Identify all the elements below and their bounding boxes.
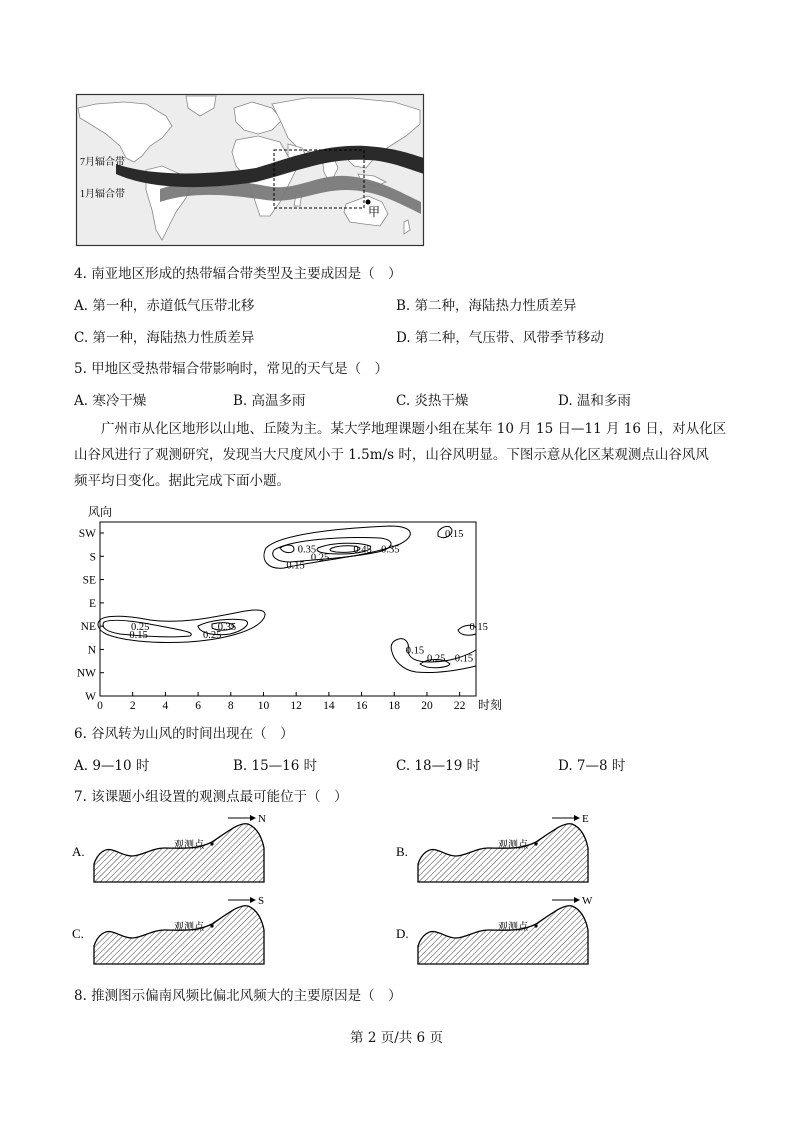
q7-a-point-label: 观测点: [174, 840, 204, 851]
x-tick-label: 20: [421, 700, 433, 712]
contour-value-label: 0.15: [444, 529, 464, 540]
contour-value-label: 0.25: [426, 653, 446, 665]
y-tick-label: NE: [80, 621, 96, 634]
q7-a-direction: N: [258, 813, 266, 825]
q7-c-point-label: 观测点: [174, 922, 204, 933]
wind-frequency-chart: [70, 502, 503, 716]
q7-c-direction: S: [258, 895, 265, 907]
world-map: [76, 94, 424, 246]
y-tick-label: SE: [82, 574, 96, 587]
q4-option-b[interactable]: B. 第二种，海陆热力性质差异: [396, 298, 577, 314]
contour-value-label: 0.25: [310, 552, 330, 564]
q7-profile-b: [396, 808, 606, 886]
q4-stem: 4. 南亚地区形成的热带辐合带类型及主要成因是（ ）: [74, 266, 402, 282]
q5-stem: 5. 甲地区受热带辐合带影响时，常见的天气是（ ）: [74, 361, 389, 377]
july-itcz-label: 7月辐合带: [80, 157, 125, 168]
x-tick-label: 10: [257, 700, 270, 712]
q6-option-a[interactable]: A. 9—10 时: [74, 758, 150, 774]
x-axis-title: 时刻: [478, 698, 503, 712]
q7-option-d[interactable]: [396, 890, 606, 968]
contour-025-south: [273, 538, 391, 563]
x-tick-label: 0: [97, 700, 103, 712]
q6-option-d[interactable]: D. 7—8 时: [558, 758, 626, 774]
world-map-figure: [76, 94, 424, 246]
q7-b-point-label: 观测点: [498, 840, 528, 851]
passage-line-3: 频平均日变化。据此完成下面小题。: [74, 473, 290, 489]
contour-value-label: 0.15: [286, 560, 305, 572]
contour-value-label: 0.15: [129, 630, 148, 642]
contour-value-label: 0.45: [353, 544, 372, 556]
q4-option-a[interactable]: A. 第一种，赤道低气压带北移: [74, 298, 255, 314]
contour-015-ne: [98, 610, 265, 643]
q7-option-b[interactable]: [396, 808, 606, 886]
contour-value-label: 0.35: [381, 544, 400, 556]
q5-option-b[interactable]: B. 高温多雨: [233, 393, 306, 409]
x-tick-label: 14: [323, 700, 335, 712]
point-jia-marker: [366, 200, 371, 205]
contour-labels: [129, 529, 487, 664]
point-jia-label: 甲: [368, 205, 381, 219]
x-tick-label: 2: [129, 700, 136, 712]
q7-d-direction: W: [582, 895, 593, 907]
contour-035-south-a: [280, 545, 294, 553]
y-tick-label: NW: [76, 667, 96, 680]
y-tick-label: SW: [78, 528, 96, 540]
x-tick-label: 18: [388, 700, 401, 712]
q7-profile-d: [396, 890, 606, 968]
q7-b-letter: B.: [396, 844, 408, 859]
x-tick-label: 22: [453, 700, 466, 712]
q7-d-point-label: 观测点: [498, 922, 528, 933]
x-tick-label: 12: [290, 700, 302, 712]
contour-value-label: 0.35: [297, 544, 317, 556]
x-tick-label: 6: [195, 700, 201, 712]
passage-line-2: 山谷风进行了观测研究，发现当大尺度风小于 1.5m/s 时，山谷风明显。下图示意从化区某观测点山谷风风: [74, 447, 709, 463]
q7-c-letter: C.: [72, 926, 84, 941]
q8-stem: 8. 推测图示偏南风频比偏北风频大的主要原因是（ ）: [74, 988, 402, 1004]
q7-profile-c: [72, 890, 282, 968]
contour-value-label: 0.15: [454, 653, 474, 665]
y-tick-label: N: [87, 644, 96, 657]
contour-value-label: 0.35: [217, 622, 237, 634]
q7-b-direction: E: [582, 813, 589, 825]
x-tick-label: 8: [227, 700, 234, 712]
q7-profile-a: [72, 808, 282, 886]
q7-option-a[interactable]: [72, 808, 282, 886]
q5-option-c[interactable]: C. 炎热干燥: [396, 393, 469, 409]
q5-option-a[interactable]: A. 寒冷干燥: [74, 393, 147, 409]
y-axis-title: 风向: [88, 505, 113, 519]
y-tick-label: E: [88, 597, 96, 610]
contour-value-label: 0.25: [131, 622, 150, 634]
chart-frame: [100, 522, 476, 696]
january-itcz-label: 1月辐合带: [80, 189, 125, 200]
q7-option-c[interactable]: [72, 890, 282, 968]
q7-stem: 7. 该课题小组设置的观测点最可能位于（ ）: [74, 789, 348, 805]
passage-line-1: 广州市从化区地形以山地、丘陵为主。某大学地理课题小组在某年 10 月 15 日—11 月 16 日，对从化区: [101, 421, 727, 437]
q5-option-d[interactable]: D. 温和多雨: [558, 393, 631, 409]
q4-option-c[interactable]: C. 第一种，海陆热力性质差异: [74, 330, 255, 346]
x-tick-group: [97, 692, 466, 712]
wind-frequency-svg: [70, 502, 503, 716]
contour-value-label: 0.15: [405, 645, 425, 657]
q7-a-letter: A.: [72, 844, 85, 859]
y-tick-label: S: [89, 551, 96, 564]
x-tick-label: 4: [162, 700, 169, 712]
contour-value-label: 0.25: [202, 630, 222, 642]
y-tick-label: W: [85, 691, 96, 703]
page-footer: 第 2 页/共 6 页: [350, 1030, 443, 1046]
q6-stem: 6. 谷风转为山风的时间出现在（ ）: [74, 726, 294, 742]
contour-value-label: 0.15: [469, 622, 488, 634]
x-tick-label: 16: [355, 700, 368, 712]
q6-option-b[interactable]: B. 15—16 时: [233, 758, 318, 774]
q7-d-letter: D.: [396, 926, 409, 941]
q6-option-c[interactable]: C. 18—19 时: [396, 758, 481, 774]
q4-option-d[interactable]: D. 第二种，气压带、风带季节移动: [396, 330, 604, 346]
passage: [74, 416, 734, 494]
